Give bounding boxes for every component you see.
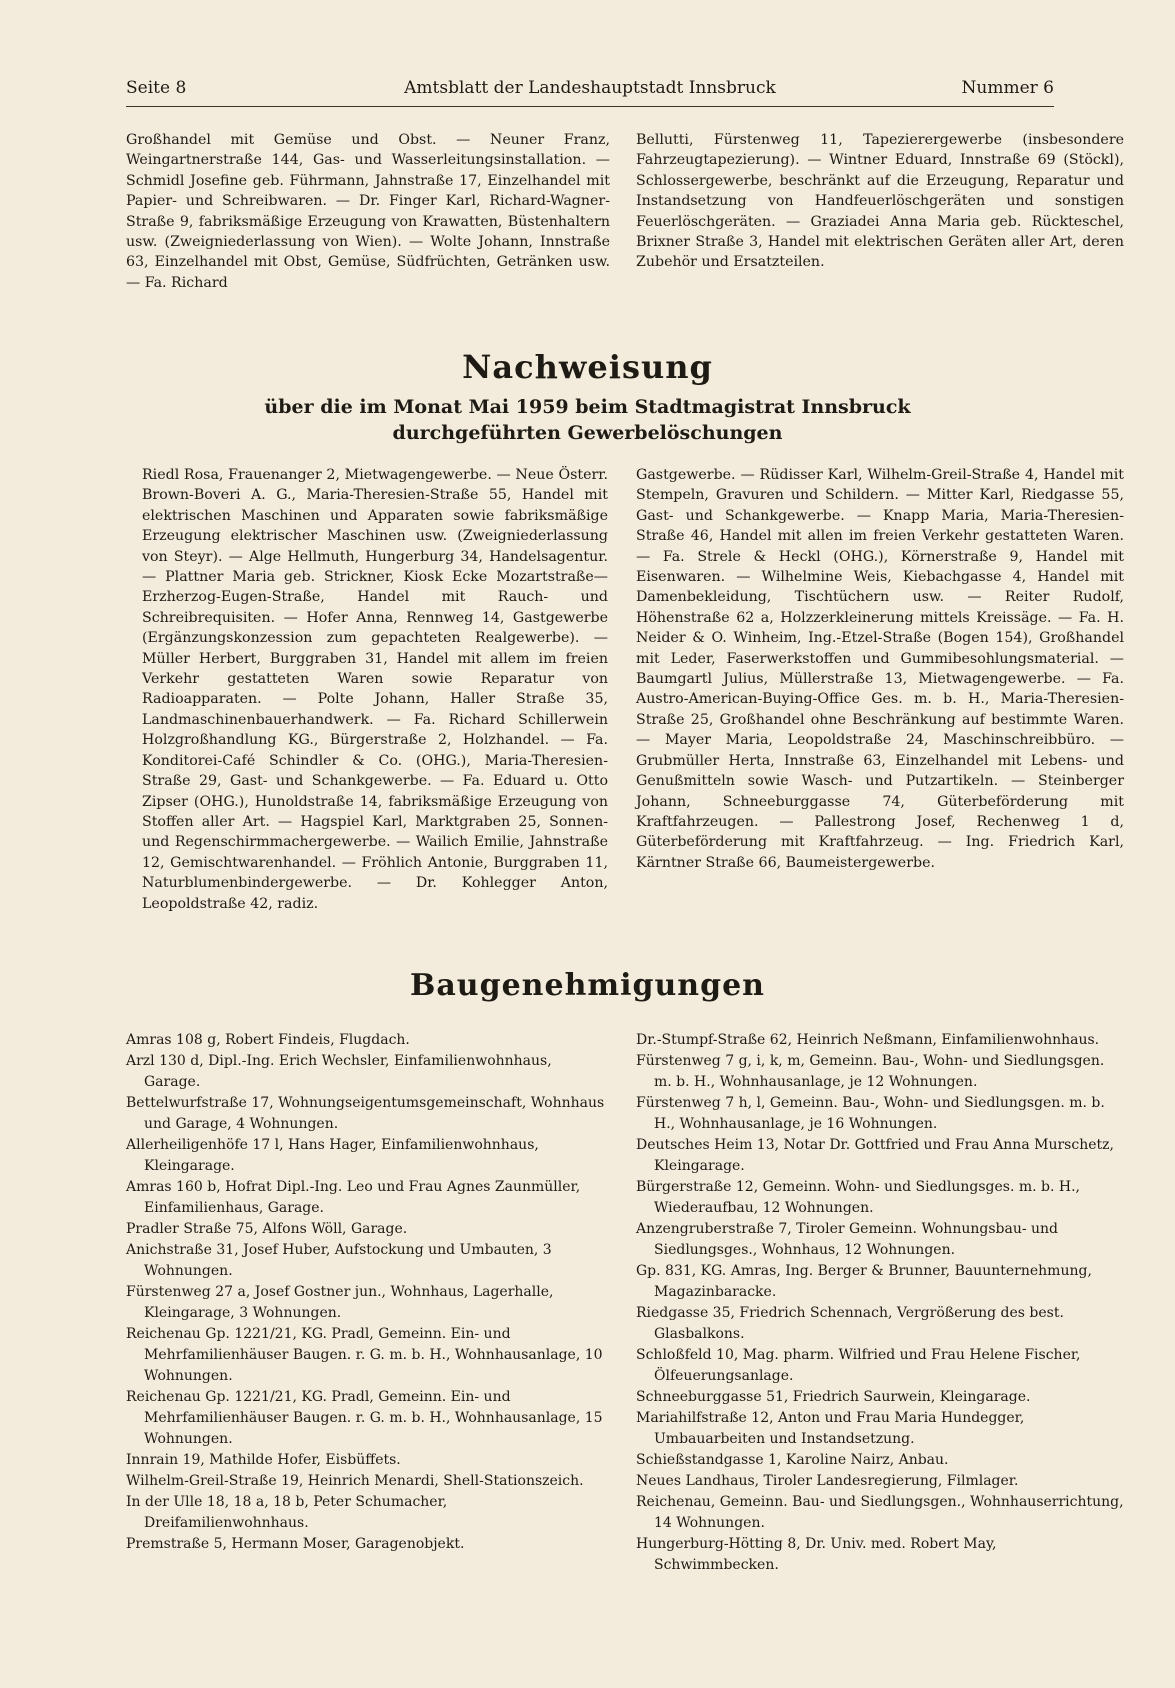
permit-entry: Anzengruberstraße 7, Tiroler Gemeinn. Wohnungsbau- und Siedlungsges., Wohnhaus, 12 Wohnungen. <box>636 1221 1059 1258</box>
permit-entry: Reichenau, Gemeinn. Bau- und Siedlungsgen., Wohnhauserrichtung, 14 Wohnungen. <box>636 1494 1124 1531</box>
permit-entry: Reichenau Gp. 1221/21, KG. Pradl, Gemeinn. Ein- und Mehrfamilienhäuser Baugen. r. G. m. b. H., Wohnhausanlage, 15 Wohnungen. <box>126 1389 603 1447</box>
permit-entry: Anichstraße 31, Josef Huber, Aufstockung und Umbauten, 3 Wohnungen. <box>126 1242 552 1279</box>
permit-entry: Deutsches Heim 13, Notar Dr. Gottfried und Frau Anna Murschetz, Kleingarage. <box>636 1137 1114 1174</box>
permit-entry: In der Ulle 18, 18 a, 18 b, Peter Schumacher, Dreifamilienwohnhaus. <box>126 1494 448 1531</box>
permit-entry: Arzl 130 d, Dipl.-Ing. Erich Wechsler, Einfamilienwohnhaus, Garage. <box>126 1053 552 1090</box>
permit-entry: Hungerburg-Hötting 8, Dr. Univ. med. Robert May, Schwimmbecken. <box>636 1536 997 1573</box>
section2-subtitle-line1: über die im Monat Mai 1959 beim Stadtmagistrat Innsbruck <box>264 396 911 418</box>
issue-number: Nummer 6 <box>961 78 1054 98</box>
permit-entry: Neues Landhaus, Tiroler Landesregierung, Filmlager. <box>636 1473 1019 1489</box>
permit-entry: Bettelwurfstraße 17, Wohnungseigentumsgemeinschaft, Wohnhaus und Garage, 4 Wohnungen. <box>126 1095 605 1132</box>
permit-entry: Riedgasse 35, Friedrich Schennach, Vergrößerung des best. Glasbalkons. <box>636 1305 1064 1342</box>
section3-title: Baugenehmigungen <box>410 968 765 1003</box>
permit-entry: Reichenau Gp. 1221/21, KG. Pradl, Gemeinn. Ein- und Mehrfamilienhäuser Baugen. r. G. m. b. H., Wohnhausanlage, 10 Wohnungen. <box>126 1326 603 1384</box>
section2-left-column <box>142 465 608 914</box>
section1-right-text: Bellutti, Fürstenweg 11, Tapezierergewerbe (insbesondere Fahrzeugtapezierung). — Wintner Eduard, Innstraße 69 (Stöckl), Schlossergewerbe, beschränkt auf die Erzeugung, Reparatur und Instandsetzung von Handfeuerlöschgeräten und sonstigen Feuerlöschgeräten. — Graziadei Anna Maria geb. Rückteschel, Brixner Straße 3, Handel mit elektrischen Geräten aller Art, deren Zubehör und Ersatzteilen. <box>636 132 1124 271</box>
section3-left-column <box>126 1030 610 1555</box>
permit-entry: Wilhelm-Greil-Straße 19, Heinrich Menardi, Shell-Stationszeich. <box>126 1473 584 1489</box>
section1-left-text: Großhandel mit Gemüse und Obst. — Neuner Franz, Weingartnerstraße 144, Gas- und Wasserleitungsinstallation. — Schmidl Josefine geb. Führmann, Jahnstraße 17, Einzelhandel mit Papier- und Schreibwaren. — Dr. Finger Karl, Richard-Wagner-Straße 9, fabriksmäßige Erzeugung von Krawatten, Büstenhaltern usw. (Zweigniederlassung von Wien). — Wolte Johann, Innstraße 63, Einzelhandel mit Obst, Gemüse, Südfrüchten, Getränken usw. — Fa. Richard <box>126 132 610 291</box>
permit-entry: Amras 160 b, Hofrat Dipl.-Ing. Leo und Frau Agnes Zaunmüller, Einfamilienhaus, Garage. <box>126 1179 581 1216</box>
permit-entry: Gp. 831, KG. Amras, Ing. Berger & Brunner, Bauunternehmung, Magazinbaracke. <box>636 1263 1092 1300</box>
permit-entry: Amras 108 g, Robert Findeis, Flugdach. <box>126 1032 410 1048</box>
section2-right-text: Gastgewerbe. — Rüdisser Karl, Wilhelm-Greil-Straße 4, Handel mit Stempeln, Gravuren und Schildern. — Mitter Karl, Riedgasse 55, Gast- und Schankgewerbe. — Knapp Maria, Maria-Theresien-Straße 46, Handel mit allen im freien Verkehr gestatteten Waren. — Fa. Strele & Heckl (OHG.), Körnerstraße 9, Handel mit Eisenwaren. — Wilhelmine Weis, Kiebachgasse 4, Handel mit Damenbekleidung, Tischtüchern usw. — Reiter Rudolf, Höhenstraße 62 a, Holzzerkleinerung mittels Kreissäge. — Fa. H. Neider & O. Winheim, Ing.-Etzel-Straße (Bogen 154), Großhandel mit Leder, Faserwerkstoffen und Gummibesohlungsmaterial. — Baumgartl Julius, Müllerstraße 13, Mietwagengewerbe. — Fa. Austro-American-Buying-Office Ges. m. b. H., Maria-Theresien-Straße 25, Großhandel ohne Beschränkung auf bestimmte Waren. — Mayer Maria, Leopoldstraße 24, Maschinschreibbüro. — Grubmüller Herta, Innstraße 63, Einzelhandel mit Lebens- und Genußmitteln sowie Wasch- und Putzartikeln. — Steinberger Johann, Schneeburggasse 74, Güterbeförderung mit Kraftfahrzeugen. — Pallestrong Josef, Rechenweg 1 d, Güterbeförderung mit Kraftfahrzeug. — Ing. Friedrich Karl, Kärntner Straße 66, Baumeistergewerbe. <box>636 467 1124 871</box>
permit-entry: Premstraße 5, Hermann Moser, Garagenobjekt. <box>126 1536 465 1552</box>
permit-entry: Bürgerstraße 12, Gemeinn. Wohn- und Siedlungsges. m. b. H., Wiederaufbau, 12 Wohnungen. <box>636 1179 1081 1216</box>
header-rule <box>126 106 1054 107</box>
page-label: Seite 8 <box>126 78 187 98</box>
permit-entry: Fürstenweg 27 a, Josef Gostner jun., Wohnhaus, Lagerhalle, Kleingarage, 3 Wohnungen. <box>126 1284 554 1321</box>
permit-entry: Fürstenweg 7 h, l, Gemeinn. Bau-, Wohn- und Siedlungsgen. m. b. H., Wohnhausanlage, je 16 Wohnungen. <box>636 1095 1105 1132</box>
section3-right-column <box>636 1030 1124 1576</box>
section2-right-column <box>636 465 1124 873</box>
publication-title: Amtsblatt der Landeshauptstadt Innsbruck <box>404 78 776 98</box>
section1-right-column <box>636 130 1124 273</box>
permit-entry: Schießstandgasse 1, Karoline Nairz, Anbau. <box>636 1452 949 1468</box>
page-header <box>126 78 1054 104</box>
section2-subtitle <box>0 394 1175 446</box>
permit-entry: Fürstenweg 7 g, i, k, m, Gemeinn. Bau-, Wohn- und Siedlungsgen. m. b. H., Wohnhausanlage, je 12 Wohnungen. <box>636 1053 1105 1090</box>
permit-entry: Dr.-Stumpf-Straße 62, Heinrich Neßmann, Einfamilienwohnhaus. <box>636 1032 1100 1048</box>
section2-title: Nachweisung <box>462 348 713 386</box>
permit-entry: Mariahilfstraße 12, Anton und Frau Maria Hundegger, Umbauarbeiten und Instandsetzung. <box>636 1410 1025 1447</box>
section2-left-text: Riedl Rosa, Frauenanger 2, Mietwagengewerbe. — Neue Österr. Brown-Boveri A. G., Maria-Theresien-Straße 55, Handel mit elektrischen Maschinen und Apparaten sowie fabriksmäßige Erzeugung elektrischer Maschinen usw. (Zweigniederlassung von Steyr). — Alge Hellmuth, Hungerburg 34, Handelsagentur. — Plattner Maria geb. Strickner, Kiosk Ecke Mozartstraße—Erzherzog-Eugen-Straße, Handel mit Rauch- und Schreibrequisiten. — Hofer Anna, Rennweg 14, Gastgewerbe (Ergänzungskonzession zum gepachteten Realgewerbe). — Müller Herbert, Burggraben 31, Handel mit allem im freien Verkehr gestatteten Waren sowie Reparatur von Radioapparaten. — Polte Johann, Haller Straße 35, Landmaschinenbauerhandwerk. — Fa. Richard Schillerwein Holzgroßhandlung KG., Bürgerstraße 2, Holzhandel. — Fa. Konditorei-Café Schindler & Co. (OHG.), Maria-Theresien-Straße 29, Gast- und Schankgewerbe. — Fa. Eduard u. Otto Zipser (OHG.), Hunoldstraße 14, fabriksmäßige Erzeugung von Stoffen aller Art. — Hagspiel Karl, Marktgraben 25, Sonnen- und Regenschirmmachergewerbe. — Wailich Emilie, Jahnstraße 12, Gemischtwarenhandel. — Fröhlich Antonie, Burggraben 11, Naturblumenbindergewerbe. — Dr. Kohlegger Anton, Leopoldstraße 42, radiz. <box>142 467 608 912</box>
permit-entry: Innrain 19, Mathilde Hofer, Eisbüffets. <box>126 1452 401 1468</box>
permit-entry: Allerheiligenhöfe 17 l, Hans Hager, Einfamilienwohnhaus, Kleingarage. <box>126 1137 539 1174</box>
permit-entry: Schloßfeld 10, Mag. pharm. Wilfried und Frau Helene Fischer, Ölfeuerungsanlage. <box>636 1347 1081 1384</box>
permit-entry: Schneeburggasse 51, Friedrich Saurwein, Kleingarage. <box>636 1389 1031 1405</box>
section1-left-column <box>126 130 610 293</box>
permit-entry: Pradler Straße 75, Alfons Wöll, Garage. <box>126 1221 408 1237</box>
section2-subtitle-line2: durchgeführten Gewerbelöschungen <box>392 422 783 444</box>
